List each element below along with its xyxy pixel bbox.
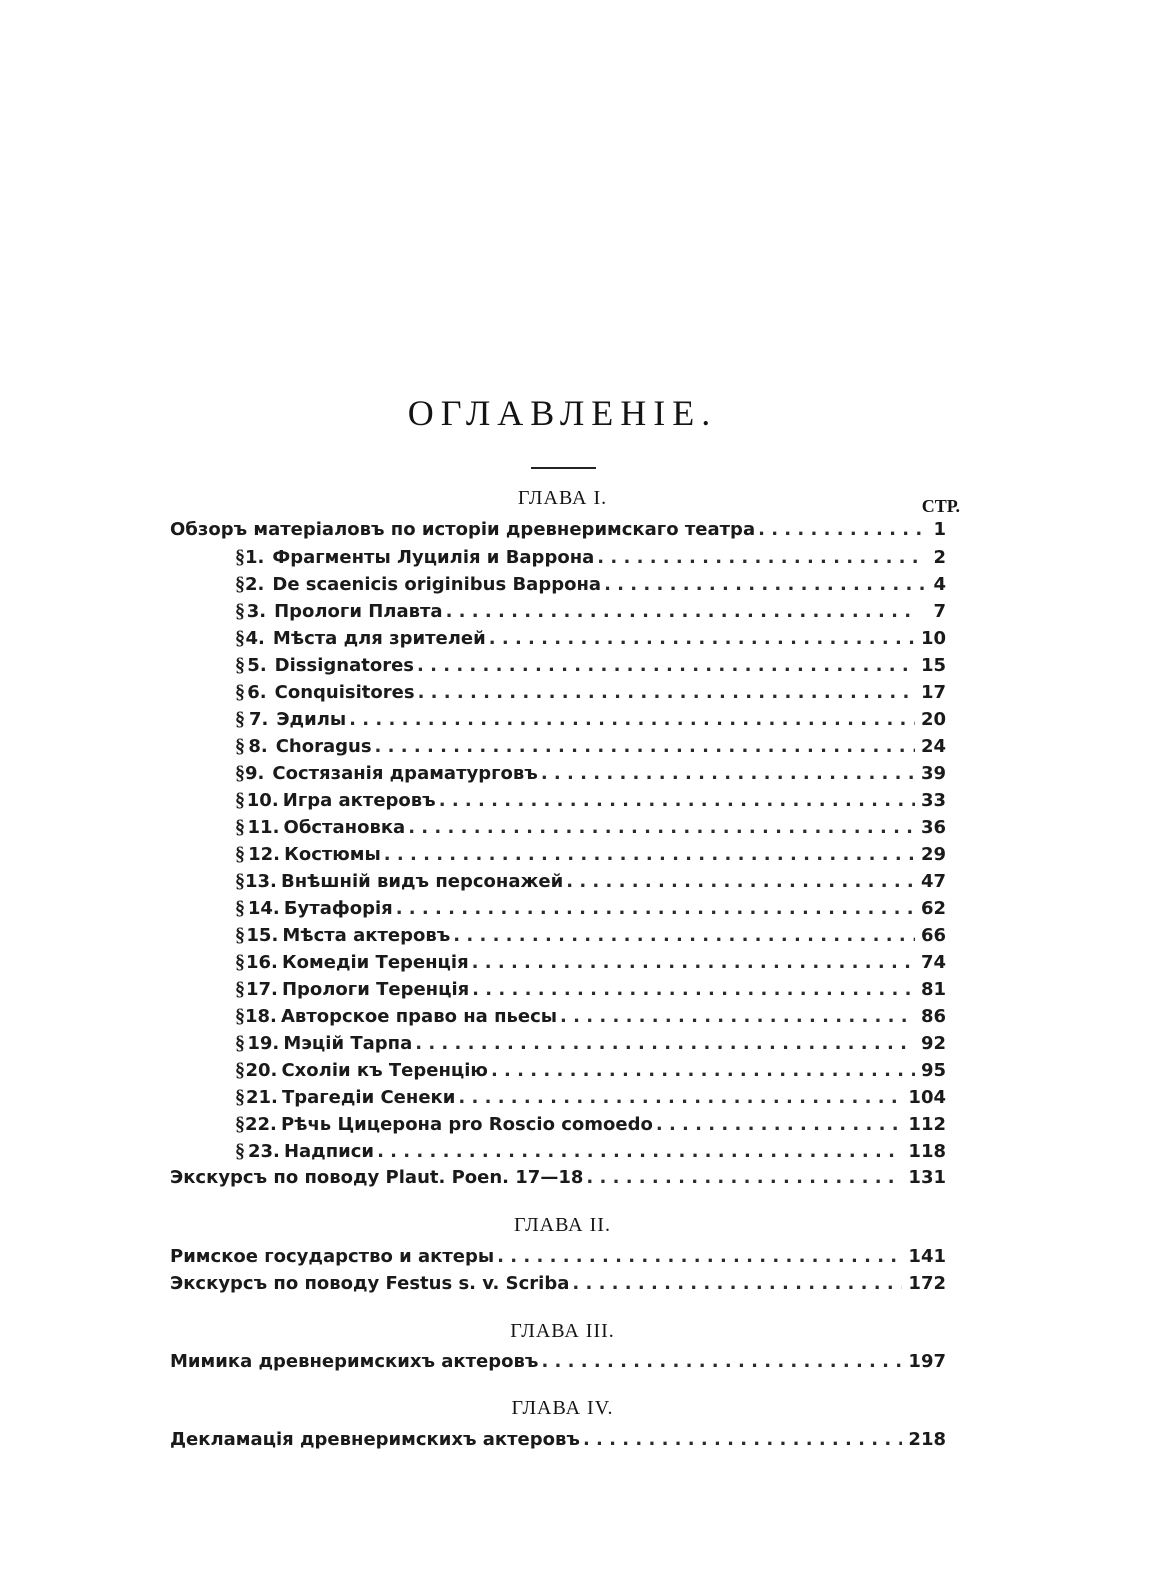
section-sign: § xyxy=(235,978,245,1000)
dot-leader xyxy=(497,1246,902,1267)
section-number: 1. xyxy=(245,547,265,568)
toc-section xyxy=(235,1059,946,1085)
page-number: 36 xyxy=(920,817,946,838)
section-sign: § xyxy=(235,897,245,919)
section-number: 7. xyxy=(248,709,269,730)
page-number: 104 xyxy=(908,1087,946,1108)
toc-section xyxy=(235,573,946,599)
entry-title: Бутафорія xyxy=(283,898,393,919)
section-number: 12. xyxy=(248,844,280,865)
section-number: 19. xyxy=(247,1033,280,1054)
section-sign: § xyxy=(235,708,245,730)
section-number: 11. xyxy=(247,817,280,838)
section-sign: § xyxy=(235,816,245,838)
page-number: 118 xyxy=(908,1141,946,1162)
section-number: 21. xyxy=(245,1087,278,1108)
page-number: 112 xyxy=(908,1114,946,1135)
toc-entry xyxy=(170,1351,946,1377)
section-sign: § xyxy=(235,762,245,784)
section-number: 9. xyxy=(245,763,265,784)
section-number: 23. xyxy=(247,1141,280,1162)
page-number: 7 xyxy=(933,601,946,622)
section-sign: § xyxy=(235,1086,245,1108)
entry-title: Мѣста для зрителей xyxy=(272,628,486,649)
dot-leader xyxy=(489,628,915,649)
section-sign: § xyxy=(235,1032,245,1054)
section-sign: § xyxy=(235,843,245,865)
page-number: 62 xyxy=(920,898,946,919)
entry-title: Мимика древнеримскихъ актеровъ xyxy=(170,1351,539,1372)
entry-title: Мэцій Тарпа xyxy=(283,1033,413,1054)
page-number: 17 xyxy=(920,682,946,703)
toc-section xyxy=(235,1032,946,1058)
dot-leader xyxy=(604,574,926,595)
section-sign: § xyxy=(235,951,245,973)
dot-leader xyxy=(415,1033,915,1054)
section-number: 3. xyxy=(246,601,267,622)
toc-section xyxy=(235,1113,946,1139)
entry-title: Комедіи Теренція xyxy=(281,952,469,973)
entry-title: Состязанія драматурговъ xyxy=(272,763,538,784)
page-number: 131 xyxy=(908,1167,946,1188)
toc-section xyxy=(235,951,946,977)
dot-leader xyxy=(572,1273,902,1294)
toc-section xyxy=(235,681,946,707)
section-number: 18. xyxy=(245,1006,277,1027)
toc-section xyxy=(235,627,946,653)
entry-title: Фрагменты Луцилія и Варрона xyxy=(272,547,595,568)
toc-section xyxy=(235,897,946,923)
dot-leader xyxy=(377,1141,902,1162)
section-number: 15. xyxy=(246,925,279,946)
section-sign: § xyxy=(235,789,245,811)
dot-leader xyxy=(656,1114,903,1135)
page-number: 33 xyxy=(920,790,946,811)
entry-title: Экскурсъ по поводу Plaut. Poen. 17—18 xyxy=(170,1167,584,1188)
dot-leader xyxy=(491,1060,915,1081)
section-number: 4. xyxy=(245,628,265,649)
section-sign: § xyxy=(235,1005,245,1027)
page-number: 86 xyxy=(920,1006,946,1027)
entry-title: Conquisitores xyxy=(274,682,415,703)
section-number: 5. xyxy=(247,655,267,676)
chapter-heading-3: ГЛАВА III. xyxy=(510,1320,615,1342)
section-number: 17. xyxy=(245,979,278,1000)
dot-leader xyxy=(472,952,915,973)
entry-title: Костюмы xyxy=(284,844,381,865)
dot-leader xyxy=(384,844,915,865)
dot-leader xyxy=(396,898,915,919)
entry-title: Авторское право на пьесы xyxy=(281,1006,558,1027)
toc-section xyxy=(235,924,946,950)
section-sign: § xyxy=(235,1113,245,1135)
toc-entry xyxy=(170,1273,946,1299)
page-number: 10 xyxy=(920,628,946,649)
section-number: 8. xyxy=(248,736,268,757)
entry-title: Прологи Теренція xyxy=(281,979,470,1000)
entry-title: Схоліи къ Теренцію xyxy=(281,1060,488,1081)
section-number: 22. xyxy=(245,1114,277,1135)
section-sign: § xyxy=(235,600,245,622)
dot-leader xyxy=(408,817,915,838)
section-sign: § xyxy=(235,870,245,892)
section-number: 2. xyxy=(245,574,265,595)
page-number: 15 xyxy=(920,655,946,676)
page-number: 81 xyxy=(920,979,946,1000)
section-sign: § xyxy=(235,546,245,568)
section-number: 16. xyxy=(245,952,278,973)
section-number: 20. xyxy=(245,1060,278,1081)
dot-leader xyxy=(458,1087,902,1108)
page-title: ОГЛАВЛЕНІЕ. xyxy=(407,393,718,433)
section-sign: § xyxy=(235,573,245,595)
dot-leader xyxy=(583,1429,902,1450)
toc-section xyxy=(235,708,946,734)
dot-leader xyxy=(586,1167,902,1188)
entry-title: Внѣшній видъ персонажей xyxy=(281,871,564,892)
page-number: 20 xyxy=(920,709,946,730)
toc-section xyxy=(235,654,946,680)
toc-section xyxy=(235,843,946,869)
page-number: 74 xyxy=(920,952,946,973)
page-column-label: СТР. xyxy=(921,496,960,516)
toc-section xyxy=(235,762,946,788)
dot-leader xyxy=(560,1006,915,1027)
entry-title: De scaenicis originibus Варрона xyxy=(272,574,602,595)
page-number: 197 xyxy=(908,1351,946,1372)
page-number: 141 xyxy=(908,1246,946,1267)
entry-title: Обзоръ матеріаловъ по исторіи древнеримскаго театра xyxy=(170,519,756,540)
entry-title: Прологи Плавта xyxy=(274,601,443,622)
toc-section xyxy=(235,816,946,842)
entry-title: Декламація древнеримскихъ актеровъ xyxy=(170,1429,580,1450)
toc-section xyxy=(235,546,946,572)
page-number: 29 xyxy=(920,844,946,865)
section-number: 10. xyxy=(246,790,279,811)
chapter-heading-4: ГЛАВА IV. xyxy=(511,1397,614,1419)
toc-section xyxy=(235,600,946,626)
page-number: 95 xyxy=(920,1060,946,1081)
dot-leader xyxy=(472,979,915,1000)
toc-section xyxy=(235,1086,946,1112)
toc-section xyxy=(235,978,946,1004)
toc-section xyxy=(235,1005,946,1031)
page-number: 66 xyxy=(920,925,946,946)
entry-title: Обстановка xyxy=(283,817,406,838)
toc-section xyxy=(235,870,946,896)
dot-leader xyxy=(349,709,915,730)
section-sign: § xyxy=(235,654,245,676)
toc-entry xyxy=(170,1167,946,1193)
toc-section xyxy=(235,789,946,815)
entry-title: Рѣчь Цицерона pro Roscio comoedo xyxy=(281,1114,653,1135)
dot-leader xyxy=(439,790,915,811)
page-number: 1 xyxy=(933,519,946,540)
entry-title: Choragus xyxy=(275,736,372,757)
dot-leader xyxy=(446,601,920,622)
chapter-heading-2: ГЛАВА II. xyxy=(514,1214,611,1236)
entry-title: Римское государство и актеры xyxy=(170,1246,495,1267)
toc-entry xyxy=(170,519,946,545)
entry-title: Мѣста актеровъ xyxy=(282,925,451,946)
section-sign: § xyxy=(235,924,245,946)
page-number: 172 xyxy=(908,1273,946,1294)
entry-title: Трагедіи Сенеки xyxy=(281,1087,456,1108)
dot-leader xyxy=(758,519,927,540)
section-number: 6. xyxy=(247,682,267,703)
section-number: 14. xyxy=(247,898,280,919)
section-sign: § xyxy=(235,735,245,757)
toc-entry xyxy=(170,1246,946,1272)
dot-leader xyxy=(375,736,915,757)
page-number: 39 xyxy=(920,763,946,784)
toc-section xyxy=(235,1140,946,1166)
chapter-heading-1: ГЛАВА I. xyxy=(517,487,608,509)
entry-title: Надписи xyxy=(283,1141,375,1162)
dot-leader xyxy=(566,871,915,892)
dot-leader xyxy=(541,763,915,784)
page-number: 47 xyxy=(920,871,946,892)
page-number: 218 xyxy=(908,1429,946,1450)
page-number: 24 xyxy=(920,736,946,757)
dot-leader xyxy=(541,1351,902,1372)
section-sign: § xyxy=(235,1140,245,1162)
entry-title: Экскурсъ по поводу Festus s. v. Scriba xyxy=(170,1273,570,1294)
page-number: 4 xyxy=(933,574,946,595)
page-number: 2 xyxy=(933,547,946,568)
dot-leader xyxy=(417,655,915,676)
section-number: 13. xyxy=(245,871,277,892)
title-rule xyxy=(531,467,596,469)
dot-leader xyxy=(418,682,915,703)
section-sign: § xyxy=(235,1059,245,1081)
page-number: 92 xyxy=(920,1033,946,1054)
entry-title: Игра актеровъ xyxy=(282,790,436,811)
toc-entry xyxy=(170,1429,946,1455)
toc-section xyxy=(235,735,946,761)
entry-title: Эдилы xyxy=(276,709,347,730)
section-sign: § xyxy=(235,681,245,703)
dot-leader xyxy=(597,547,925,568)
dot-leader xyxy=(453,925,915,946)
entry-title: Dissignatores xyxy=(274,655,414,676)
section-sign: § xyxy=(235,627,245,649)
